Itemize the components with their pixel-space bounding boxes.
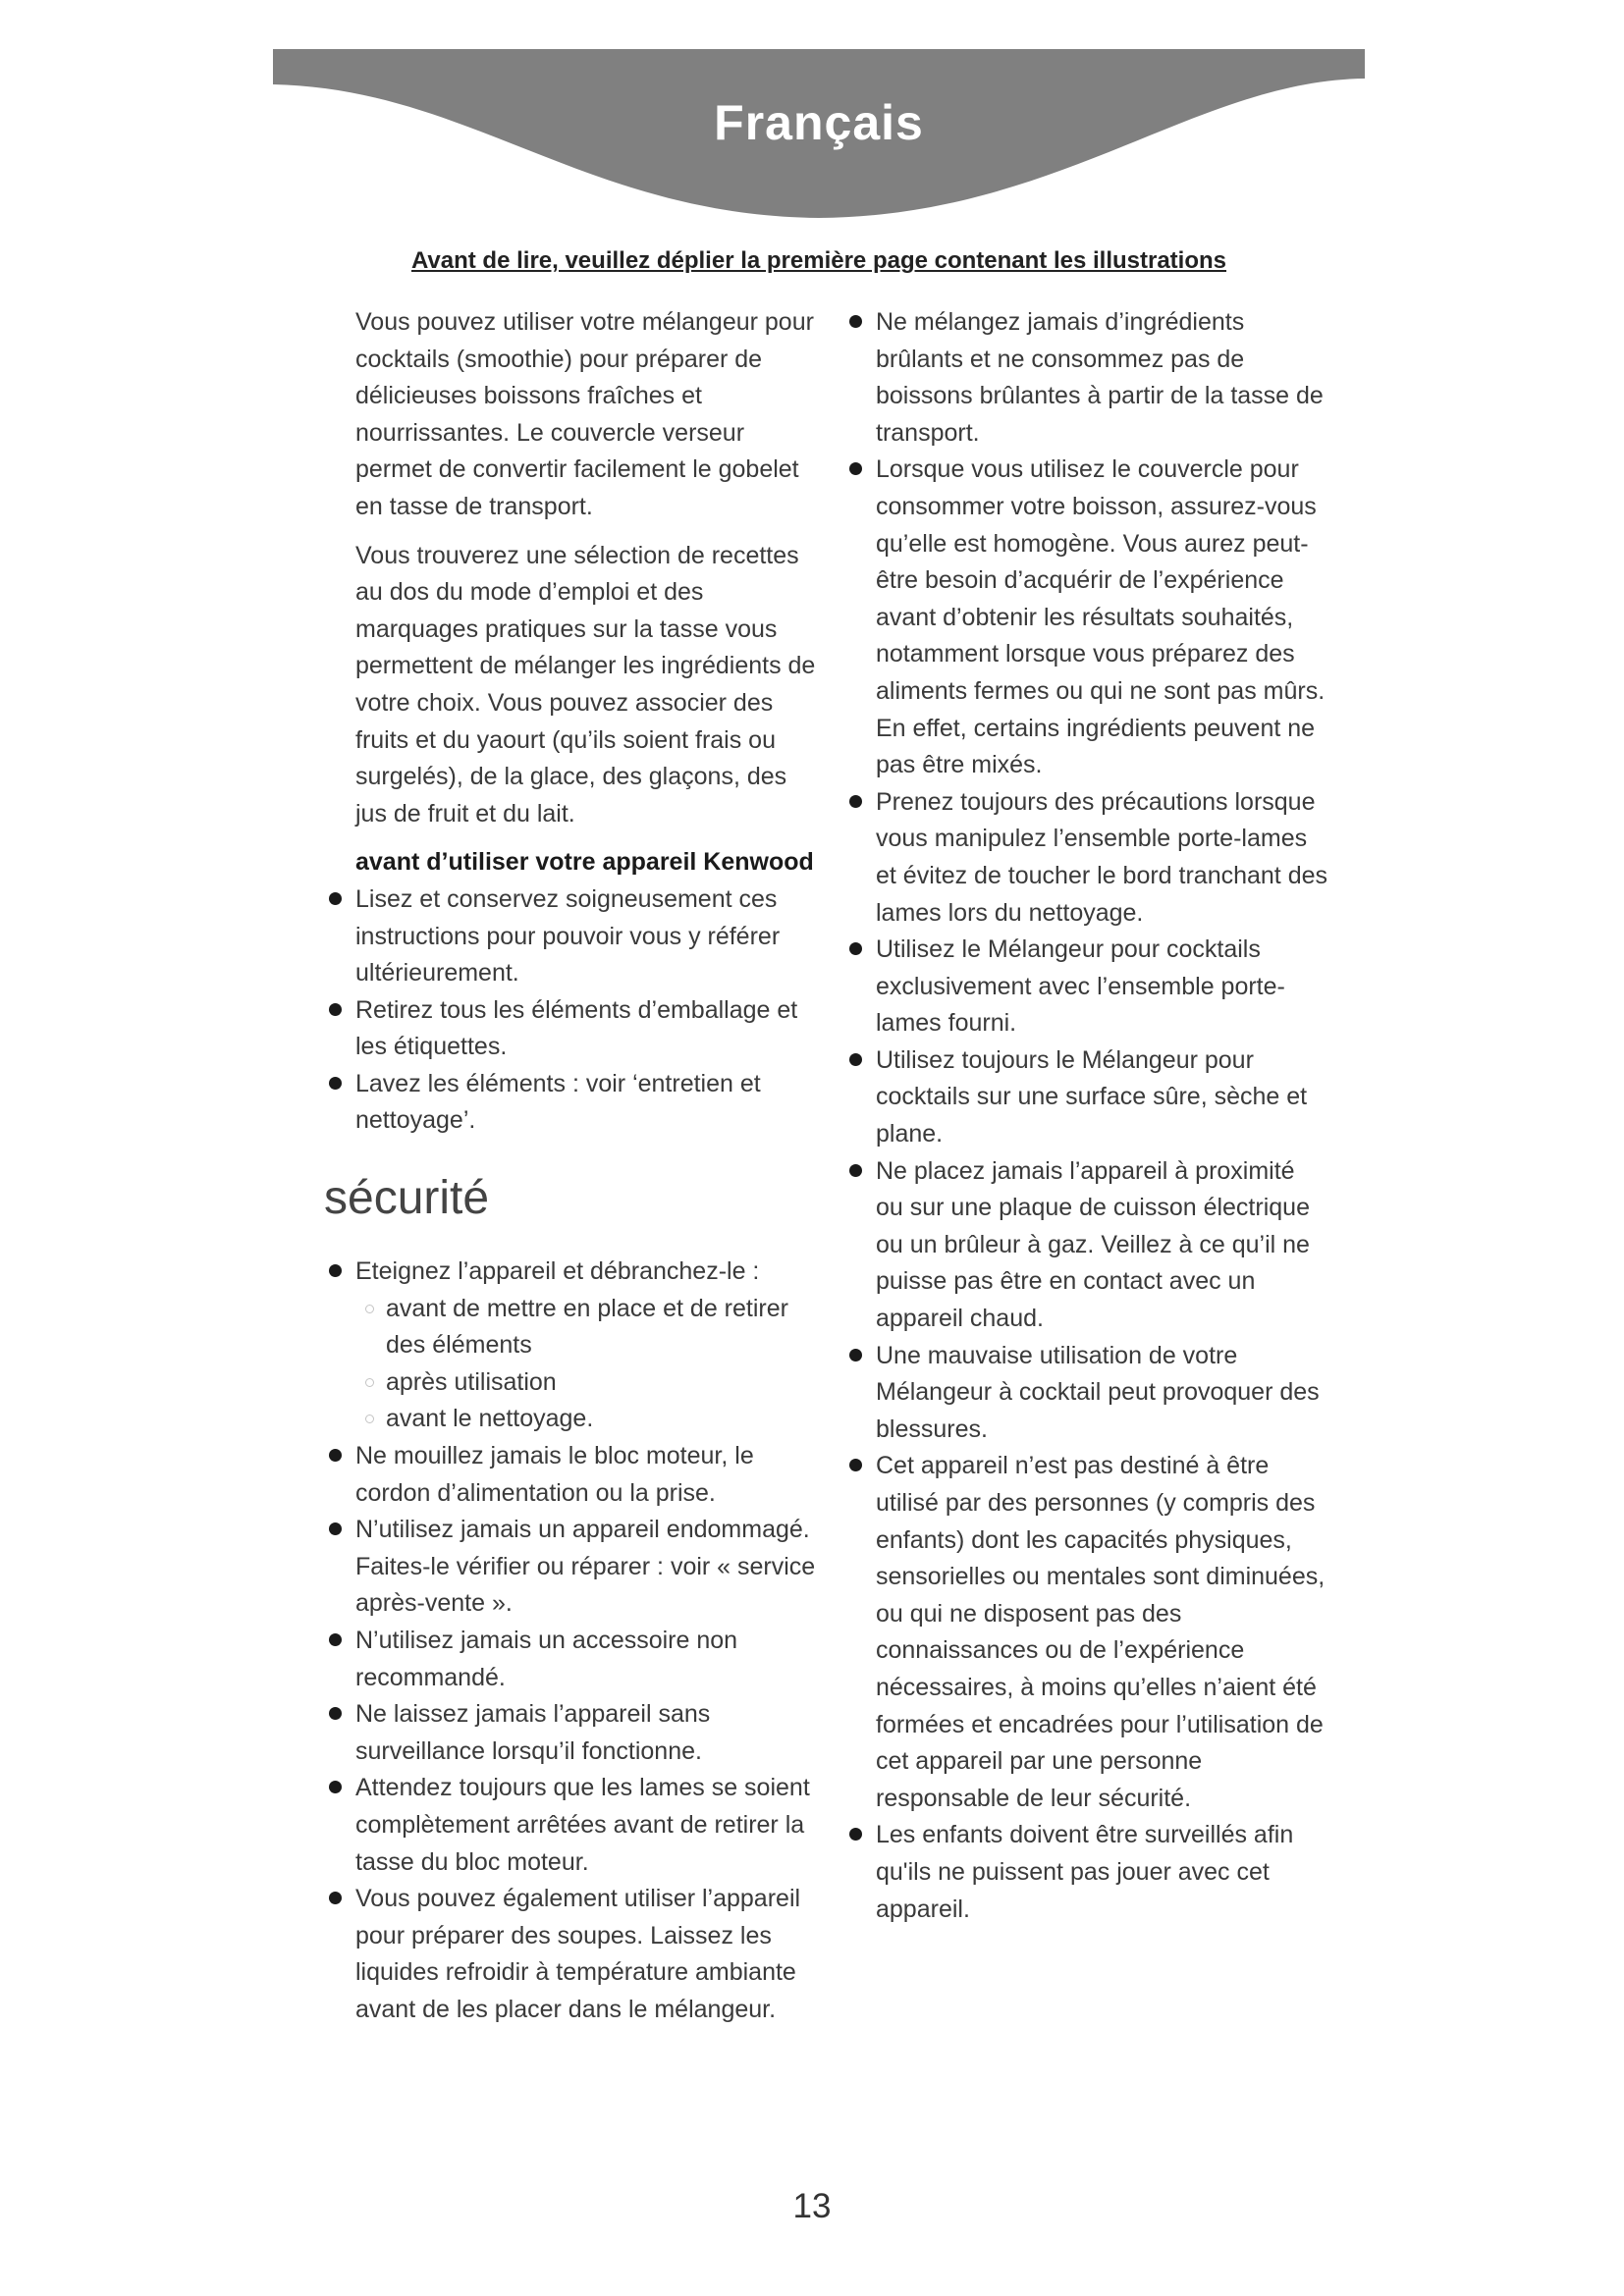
bullet-icon — [329, 1781, 342, 1793]
bullet-icon — [849, 315, 862, 328]
ring-bullet-icon — [365, 1378, 374, 1387]
list-item — [876, 1817, 1327, 1928]
bullet-icon — [329, 892, 342, 905]
list-item-text: Lavez les éléments : voir ‘entretien et nettoyage’. — [355, 1069, 761, 1135]
intro-heading: Avant de lire, veuillez déplier la première page contenant les illustrations — [410, 247, 1227, 274]
sub-list-item-text: après utilisation — [386, 1367, 557, 1396]
bullet-icon — [849, 462, 862, 475]
bullet-icon — [849, 1349, 862, 1362]
safety-list-continued — [876, 304, 1327, 1928]
language-banner — [273, 49, 1365, 226]
bullet-icon — [329, 1264, 342, 1277]
list-item-text: N’utilisez jamais un appareil endommagé. Faites-le vérifier ou réparer : voir « service après-vente ». — [355, 1516, 816, 1618]
list-item — [876, 1042, 1327, 1153]
bullet-icon — [849, 942, 862, 955]
bullet-icon — [329, 1633, 342, 1646]
bullet-icon — [329, 1449, 342, 1462]
list-item — [355, 881, 817, 992]
bullet-icon — [849, 1164, 862, 1177]
right-column — [876, 304, 1327, 1928]
list-item — [876, 1153, 1327, 1338]
list-item-text: Utilisez toujours le Mélangeur pour cocktails sur une surface sûre, sèche et plane. — [876, 1045, 1308, 1148]
bullet-icon — [329, 1522, 342, 1535]
bullet-icon — [329, 1707, 342, 1720]
list-item — [355, 1254, 817, 1438]
bullet-icon — [329, 1892, 342, 1904]
list-item — [355, 1066, 817, 1140]
bullet-icon — [329, 1003, 342, 1016]
intro-paragraph: Vous pouvez utiliser votre mélangeur pour cocktails (smoothie) pour préparer de délicieuses boissons fraîches et nourrissantes. Le couvercle verseur permet de convertir facilement le gobelet en tasse de transport. — [355, 308, 814, 520]
list-item — [355, 1623, 817, 1696]
sub-list-item-text: avant de mettre en place et de retirer des éléments — [386, 1294, 788, 1360]
bullet-icon — [849, 795, 862, 808]
list-item-text: Les enfants doivent être surveillés afin qu'ils ne puissent pas jouer avec cet appareil. — [876, 1821, 1294, 1923]
list-item — [876, 1338, 1327, 1449]
list-item — [876, 1448, 1327, 1817]
list-item-text: Vous pouvez également utiliser l’appareil pour préparer des soupes. Laissez les liquides refroidir à température ambiante avant de les placer dans le mélangeur. — [355, 1885, 801, 2023]
sub-list-item — [365, 1401, 817, 1438]
list-item-text: Une mauvaise utilisation de votre Mélangeur à cocktail peut provoquer des blessures. — [876, 1341, 1320, 1443]
before-use-list — [355, 881, 817, 1140]
sub-list-item — [365, 1364, 817, 1402]
ring-bullet-icon — [365, 1415, 374, 1423]
safety-heading: sécurité — [324, 1172, 490, 1225]
bullet-icon — [849, 1828, 862, 1841]
sub-list-item-text: avant le nettoyage. — [386, 1405, 594, 1433]
intro-paragraph: Vous trouverez une sélection de recettes au dos du mode d’emploi et des marquages pratiques sur la tasse vous permettent de mélanger les ingrédients de votre choix. Vous pouvez associer des fruits et du yaourt (qu’ils soient frais ou surgelés), de la glace, des glaçons, des jus de fruit et du lait. — [355, 541, 816, 828]
list-item — [355, 1770, 817, 1881]
list-item-text: Lorsque vous utilisez le couvercle pour consommer votre boisson, assurez-vous qu’elle est homogène. Vous aurez peut-être besoin d’acquérir de l’expérience avant d’obtenir les résultats souhaités, notamment lorsque vous préparez des aliments fermes ou qui ne sont pas mûrs. En effet, certains ingrédients peuvent ne pas être mixés. — [876, 455, 1326, 779]
list-item-text: Eteignez l’appareil et débranchez-le : — [355, 1257, 760, 1286]
list-item — [876, 784, 1327, 932]
list-item-text: Ne mélangez jamais d’ingrédients brûlants et ne consommez pas de boissons brûlantes à partir de la tasse de transport. — [876, 308, 1324, 447]
list-item — [876, 932, 1327, 1042]
list-item-text: Ne mouillez jamais le bloc moteur, le cordon d’alimentation ou la prise. — [355, 1442, 754, 1507]
list-item-text: Prenez toujours des précautions lorsque vous manipulez l’ensemble porte-lames et évitez de toucher le bord tranchant des lames lors du nettoyage. — [876, 787, 1328, 927]
list-item-text: Cet appareil n’est pas destiné à être utilisé par des personnes (y compris des enfants) dont les capacités physiques, sensorielles ou mentales sont diminuées, ou qui ne disposent pas des connaissances ou de l’expérience nécessaires, à moins qu’elles n’aient été formées et encadrées pour l’utilisation de cet appareil par une personne responsable de leur sécurité. — [876, 1452, 1326, 1812]
ring-bullet-icon — [365, 1305, 374, 1313]
list-item-text: Retirez tous les éléments d’emballage et les étiquettes. — [355, 995, 798, 1061]
list-item — [355, 1881, 817, 2028]
bullet-icon — [329, 1077, 342, 1090]
list-item-text: Ne placez jamais l’appareil à proximité ou sur une plaque de cuisson électrique ou un brûleur à gaz. Veillez à ce qu’il ne puisse pas être en contact avec un appareil chaud. — [876, 1156, 1310, 1333]
list-item — [355, 992, 817, 1066]
bullet-icon — [849, 1459, 862, 1471]
list-item — [355, 1438, 817, 1512]
before-use-heading: avant d’utiliser votre appareil Kenwood — [355, 848, 814, 877]
left-column — [324, 304, 817, 2029]
list-item — [355, 1696, 817, 1770]
list-item — [355, 1512, 817, 1623]
bullet-icon — [849, 1053, 862, 1066]
safety-sub-list — [355, 1291, 817, 1438]
list-item-text: N’utilisez jamais un accessoire non recommandé. — [355, 1627, 738, 1691]
language-title: Français — [714, 95, 924, 150]
safety-list — [355, 1254, 817, 2028]
list-item-text: Lisez et conservez soigneusement ces instructions pour pouvoir vous y référer ultérieurement. — [355, 884, 781, 988]
list-item — [876, 452, 1327, 783]
list-item-text: Attendez toujours que les lames se soient complètement arrêtées avant de retirer la tasse du bloc moteur. — [355, 1774, 810, 1876]
list-item-text: Ne laissez jamais l’appareil sans surveillance lorsqu’il fonctionne. — [355, 1700, 711, 1765]
list-item — [876, 304, 1327, 452]
page-number: 13 — [792, 2187, 832, 2225]
sub-list-item — [365, 1291, 817, 1364]
list-item-text: Utilisez le Mélangeur pour cocktails exclusivement avec l’ensemble porte-lames fourni. — [876, 935, 1285, 1038]
